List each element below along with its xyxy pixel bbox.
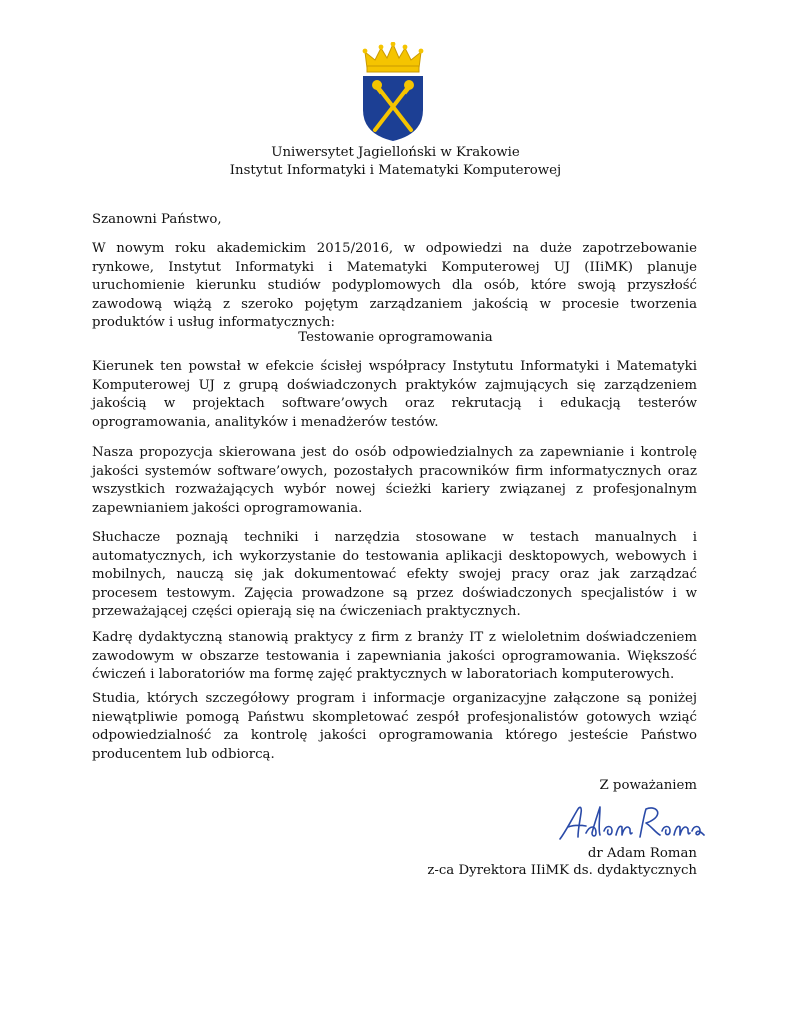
closing-phrase: Z poważaniem (599, 778, 697, 793)
handwritten-signature-icon (556, 803, 706, 845)
intro-paragraph: W nowym roku akademickim 2015/2016, w odpowiedzi na duże zapotrzebowanie rynkowe, Instytut Informatyki i Matematyki Komputerowej UJ (IIiMK) planuje uruchomienie kierunku studiów podyplomowych dla osób, które swoją przyszłość zawodową wiążą z szeroko pojętym zarządzaniem jakością w procesie tworzenia produktów i usług informatycznych: (92, 241, 697, 331)
paragraph-5: Studia, których szczegółowy program i informacje organizacyjne załączone są poniżej niewątpliwie pomogą Państwu skompletować zespół profesjonalistów gotowych wziąć odpowiedzialność za kontrolę jakości oprogramowania którego jesteście Państwo producentem lub odbiorcą. (92, 691, 697, 762)
signer-role: z-ca Dyrektora IIiMK ds. dydaktycznych (427, 863, 697, 878)
university-name: Uniwersytet Jagielloński w Krakowie (271, 145, 520, 160)
institute-name: Instytut Informatyki i Matematyki Komputerowej (229, 163, 562, 178)
signer-name: dr Adam Roman (587, 846, 697, 861)
paragraph-4: Kadrę dydaktyczną stanowią praktycy z firm z branży IT z wieloletnim doświadczeniem zawodowym w obszarze testowania i zapewniania jakości oprogramowania. Większość ćwiczeń i laboratoriów ma formę zajęć praktycznych w laboratoriach komputerowych. (92, 630, 697, 683)
greeting: Szanowni Państwo, (92, 212, 222, 227)
paragraph-3: Słuchacze poznają techniki i narzędzia stosowane w testach manualnych i automatycznych, ich wykorzystanie do testowania aplikacji desktopowych, webowych i mobilnych, nauczą się jak dokumentować efekty swojej pracy oraz jak zarządzać procesem testowym. Zajęcia prowadzone są przez doświadczonych specjalistów i w przeważającej części opierają się na ćwiczeniach praktycznych. (92, 530, 697, 620)
crown-icon (363, 42, 424, 72)
paragraph-2: Nasza propozycja skierowana jest do osób odpowiedzialnych za zapewnianie i kontrolę jakości systemów software’owych, pozostałych pracowników firm informatycznych oraz wszystkich rozważających wybór nowej ścieżki kariery związanej z profesjonalnym zapewnianiem jakości oprogramowania. (92, 445, 697, 516)
program-title: Testowanie oprogramowania (298, 330, 493, 345)
paragraph-1: Kierunek ten powstał w efekcie ścisłej współpracy Instytutu Informatyki i Matematyki Komputerowej UJ z grupą doświadczonych praktyków zajmujących się zarządzeniem jakością w projektach software’owych oraz rekrutacją i edukacją testerów oprogramowania, analityków i menadżerów testów. (92, 359, 697, 430)
jagiellonian-university-crest-icon (361, 42, 425, 142)
